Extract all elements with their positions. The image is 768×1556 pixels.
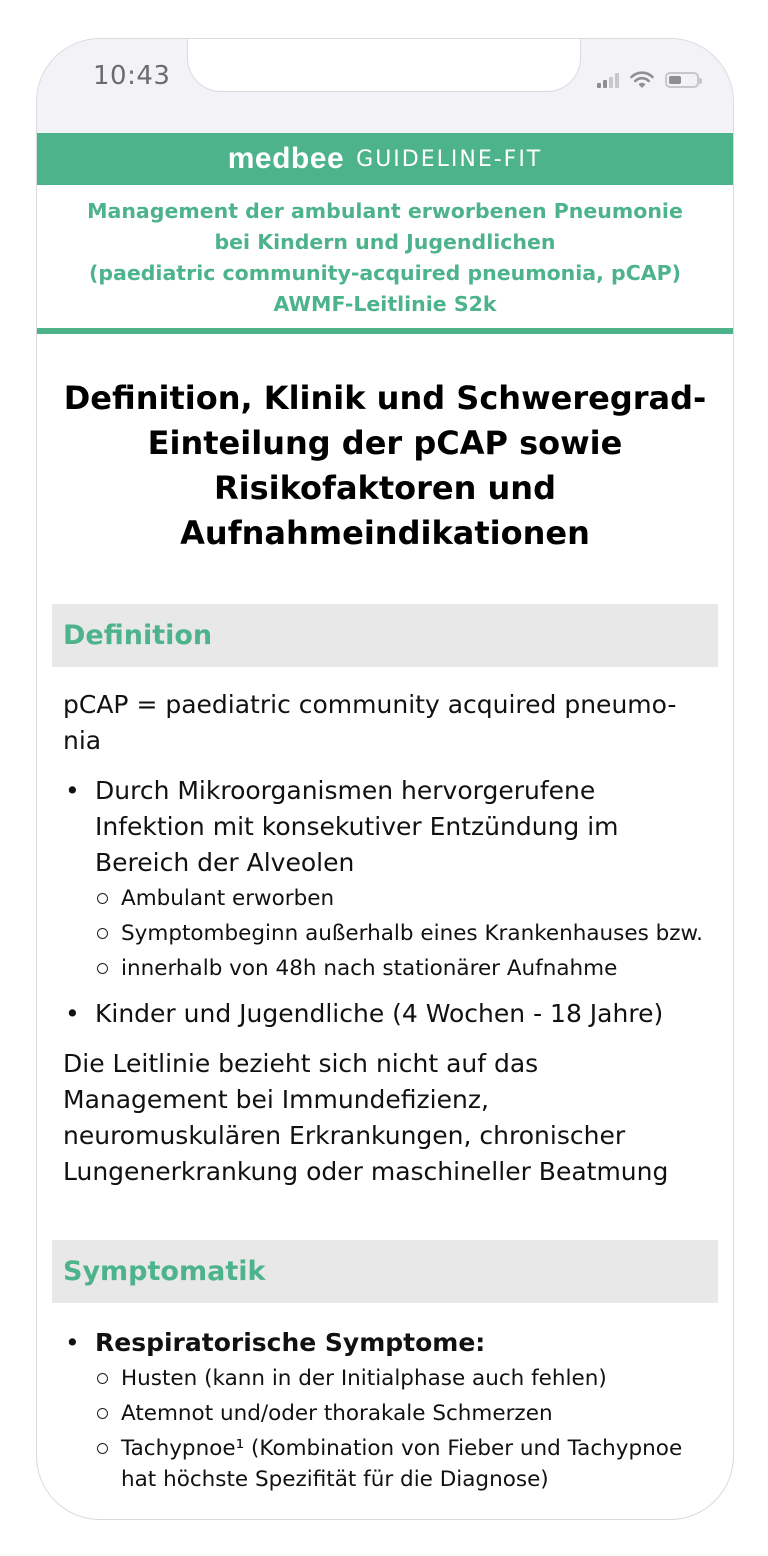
product-name: GUIDELINE-FIT: [356, 146, 543, 172]
sub-list: [95, 1363, 707, 1495]
brand-header: [37, 133, 733, 185]
sub-list-item: innerhalb von 48h nach stationärer Aufnahme: [95, 953, 707, 984]
list-item-text: Respiratorische Symptome:: [95, 1328, 486, 1357]
medbee-logo: medbee: [227, 142, 345, 175]
guideline-title-line: (paediatric community-acquired pneumonia, pCAP): [88, 261, 682, 285]
status-bar: [37, 39, 733, 133]
definition-intro: pCAP = paediatric community acquired pneumo-nia: [63, 690, 677, 755]
battery-icon: [665, 72, 699, 88]
list-item: [63, 773, 707, 984]
list-item-text: Durch Mikroorganismen hervorgerufene Infektion mit konsekutiver Entzündung im Bereich der Alveolen: [95, 776, 619, 877]
list-item: [63, 1325, 707, 1495]
cellular-signal-icon: [597, 72, 619, 88]
definition-note: Die Leitlinie bezieht sich nicht auf das Management bei Immundefizienz, neuromuskulären Erkrankungen, chronischer Lungenerkrankung oder maschineller Beatmung: [63, 1049, 669, 1186]
guideline-title-line: Management der ambulant erworbenen Pneumonie: [87, 199, 683, 223]
sub-list-item: Atemnot und/oder thorakale Schmerzen: [95, 1398, 707, 1429]
symptom-list: [37, 1325, 733, 1495]
section-heading-symptomatik: Symptomatik: [52, 1240, 718, 1303]
guideline-title-line: AWMF-Leitlinie S2k: [273, 292, 497, 316]
sub-list-item: Ambulant erworben: [95, 883, 707, 914]
device-notch: [187, 38, 581, 92]
sub-list-item: Symptombeginn außerhalb eines Krankenhauses bzw.: [95, 918, 707, 949]
guideline-title: [37, 185, 733, 334]
system-icons: [597, 69, 699, 91]
list-item-text: Kinder und Jugendliche (4 Wochen - 18 Jahre): [95, 999, 664, 1028]
status-time: 10:43: [93, 61, 171, 91]
definition-list: [37, 773, 733, 1032]
list-item: [63, 996, 707, 1032]
wifi-icon: [629, 70, 655, 90]
sub-list: [95, 883, 707, 984]
page-title: Definition, Klinik und Schweregrad-Einteilung der pCAP sowie Risikofaktoren und Aufnahmeindikationen: [63, 379, 707, 552]
sub-list-item: Husten (kann in der Initialphase auch fehlen): [95, 1363, 707, 1394]
app-content: [37, 133, 733, 1519]
phone-frame: [36, 38, 734, 1520]
section-heading-definition: Definition: [52, 604, 718, 667]
guideline-title-line: bei Kindern und Jugendlichen: [214, 230, 556, 254]
sub-list-item: Tachypnoe¹ (Kombination von Fieber und Tachypnoe hat höchste Spezifität für die Diagnose): [95, 1433, 707, 1495]
